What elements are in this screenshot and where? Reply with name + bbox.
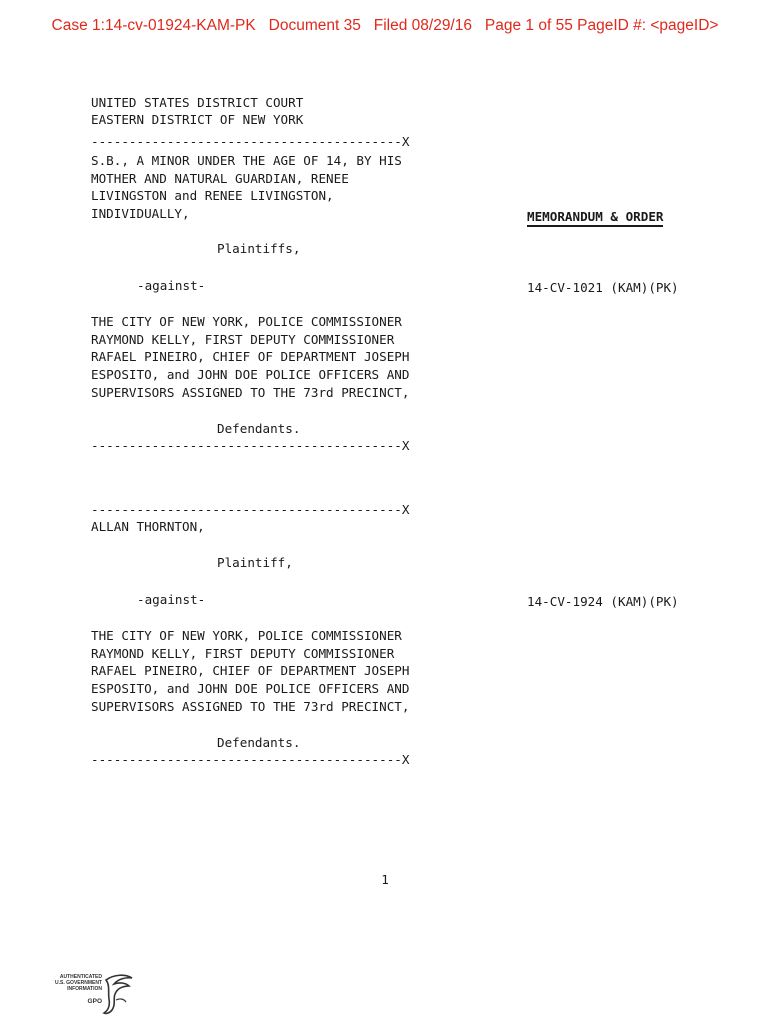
case1-plaintiffs-label: Plaintiffs,	[217, 241, 301, 256]
case1-defendant-line: ESPOSITO, and JOHN DOE POLICE OFFICERS AND	[91, 367, 410, 382]
divider-bottom-2: -----------------------------------------X	[91, 752, 410, 767]
case2-defendant-line: THE CITY OF NEW YORK, POLICE COMMISSIONER	[91, 628, 402, 643]
case2-against: -against-	[137, 592, 206, 607]
case-header: Case 1:14-cv-01924-KAM-PK Document 35 Filed 08/29/16 Page 1 of 55 PageID #: <pageID>	[51, 17, 719, 34]
divider-top-1: -----------------------------------------X	[91, 134, 410, 149]
court-district: EASTERN DISTRICT OF NEW YORK	[91, 112, 304, 127]
court-name: UNITED STATES DISTRICT COURT	[91, 95, 304, 110]
page-number: 1	[381, 872, 389, 887]
case1-plaintiff-line: INDIVIDUALLY,	[91, 206, 190, 221]
case1-defendant-line: RAYMOND KELLY, FIRST DEPUTY COMMISSIONER	[91, 332, 395, 347]
case1-against: -against-	[137, 278, 206, 293]
seal-gpo: GPO	[87, 998, 102, 1005]
seal-line: U.S. GOVERNMENT	[55, 980, 102, 986]
seal-line: AUTHENTICATED	[59, 974, 102, 980]
case2-defendant-line: RAYMOND KELLY, FIRST DEPUTY COMMISSIONER	[91, 646, 395, 661]
case2-docket-number: 14-CV-1924 (KAM)(PK)	[527, 594, 679, 609]
seal-text	[40, 974, 102, 992]
case1-docket-number: 14-CV-1021 (KAM)(PK)	[527, 280, 679, 295]
case2-plaintiff-label: Plaintiff,	[217, 555, 293, 570]
document-title: MEMORANDUM & ORDER	[527, 209, 663, 227]
seal-line: INFORMATION	[67, 986, 102, 992]
gpo-seal	[40, 972, 135, 1016]
case1-defendant-line: THE CITY OF NEW YORK, POLICE COMMISSIONER	[91, 314, 402, 329]
case1-plaintiff-line: S.B., A MINOR UNDER THE AGE OF 14, BY HIS	[91, 153, 402, 168]
case2-defendant-line: SUPERVISORS ASSIGNED TO THE 73rd PRECINCT,	[91, 699, 410, 714]
case2-defendants-label: Defendants.	[217, 735, 301, 750]
case2-defendant-line: ESPOSITO, and JOHN DOE POLICE OFFICERS AND	[91, 681, 410, 696]
divider-top-2: -----------------------------------------X	[91, 502, 410, 517]
case1-plaintiff-line: LIVINGSTON and RENEE LIVINGSTON,	[91, 188, 334, 203]
case2-defendant-line: RAFAEL PINEIRO, CHIEF OF DEPARTMENT JOSEPH	[91, 663, 410, 678]
case1-defendants-label: Defendants.	[217, 421, 301, 436]
divider-bottom-1: -----------------------------------------X	[91, 438, 410, 453]
case2-plaintiff-line: ALLAN THORNTON,	[91, 519, 205, 534]
gpo-eagle-icon	[102, 972, 136, 1016]
case1-defendant-line: RAFAEL PINEIRO, CHIEF OF DEPARTMENT JOSEPH	[91, 349, 410, 364]
case1-defendant-line: SUPERVISORS ASSIGNED TO THE 73rd PRECINCT,	[91, 385, 410, 400]
case1-plaintiff-line: MOTHER AND NATURAL GUARDIAN, RENEE	[91, 171, 349, 186]
